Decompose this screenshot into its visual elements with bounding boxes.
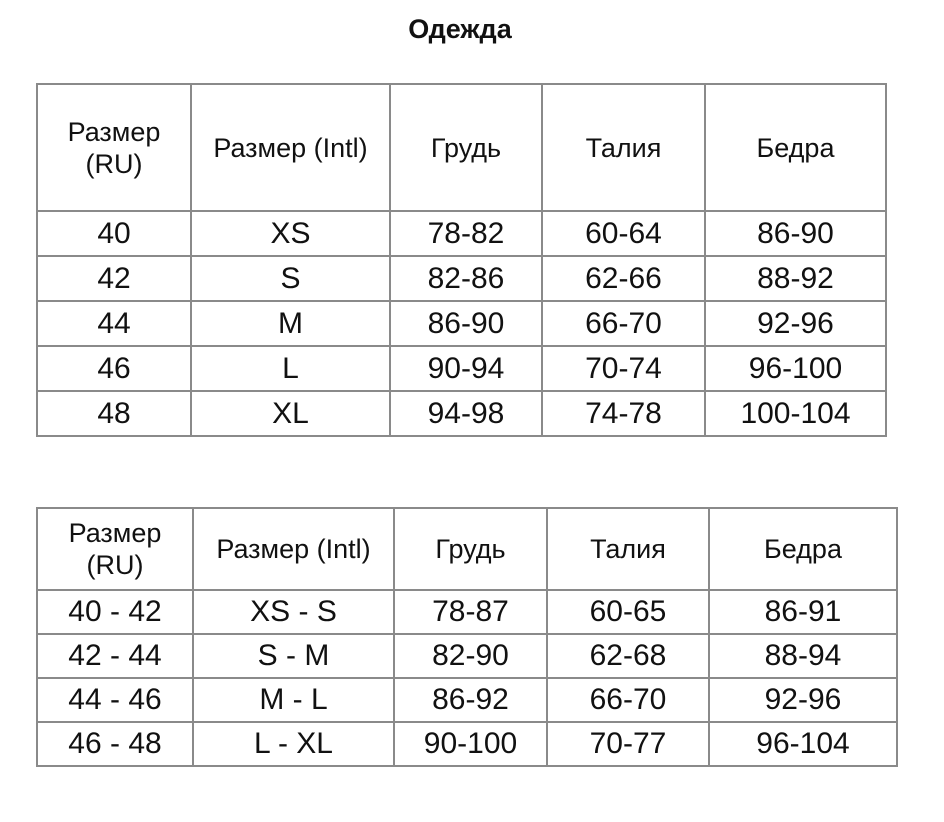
- table-cell: 66-70: [547, 678, 709, 722]
- table-cell: 86-90: [705, 211, 886, 256]
- table-cell: L - XL: [193, 722, 394, 766]
- table-cell: 70-77: [547, 722, 709, 766]
- header-size-intl: Размер (Intl): [191, 84, 390, 211]
- table-cell: 92-96: [705, 301, 886, 346]
- table-cell: 44 - 46: [37, 678, 193, 722]
- header-size-intl: Размер (Intl): [193, 508, 394, 590]
- table-cell: 92-96: [709, 678, 897, 722]
- table-cell: 90-94: [390, 346, 542, 391]
- table-cell: XS: [191, 211, 390, 256]
- header-chest: Грудь: [394, 508, 547, 590]
- size-table-range: [36, 507, 898, 767]
- table-cell: 78-82: [390, 211, 542, 256]
- table-row: [37, 391, 886, 436]
- table-cell: L: [191, 346, 390, 391]
- header-chest: Грудь: [390, 84, 542, 211]
- table-row: [37, 301, 886, 346]
- table-header-row: [37, 508, 897, 590]
- table-cell: 78-87: [394, 590, 547, 634]
- page-title: Одежда: [408, 14, 512, 44]
- table-row: [37, 211, 886, 256]
- table-cell: 82-90: [394, 634, 547, 678]
- header-size-ru-line: Размер (RU): [68, 518, 162, 580]
- header-hips: Бедра: [705, 84, 886, 211]
- table-cell: M - L: [193, 678, 394, 722]
- table-cell: 62-68: [547, 634, 709, 678]
- table-cell: XS - S: [193, 590, 394, 634]
- table-cell: 66-70: [542, 301, 705, 346]
- table-cell: 70-74: [542, 346, 705, 391]
- size-table-single: [36, 83, 887, 437]
- table-cell: 42 - 44: [37, 634, 193, 678]
- table-row: [37, 346, 886, 391]
- header-size-ru-line: Размер (RU): [67, 116, 161, 179]
- table-cell: 86-92: [394, 678, 547, 722]
- table-row: [37, 256, 886, 301]
- header-waist: Талия: [542, 84, 705, 211]
- table-cell: M: [191, 301, 390, 346]
- table-cell: 42: [37, 256, 191, 301]
- table-cell: S: [191, 256, 390, 301]
- table-cell: 96-104: [709, 722, 897, 766]
- table-cell: 62-66: [542, 256, 705, 301]
- table-cell: 96-100: [705, 346, 886, 391]
- table-cell: 44: [37, 301, 191, 346]
- table-cell: S - M: [193, 634, 394, 678]
- table-row: [37, 722, 897, 766]
- table-cell: 88-94: [709, 634, 897, 678]
- table-cell: 40: [37, 211, 191, 256]
- table-cell: 100-104: [705, 391, 886, 436]
- header-size-ru: [37, 84, 191, 211]
- table-row: [37, 634, 897, 678]
- header-hips: Бедра: [709, 508, 897, 590]
- table-cell: 48: [37, 391, 191, 436]
- header-size-ru: [37, 508, 193, 590]
- table-cell: 60-64: [542, 211, 705, 256]
- table-cell: 86-91: [709, 590, 897, 634]
- table-cell: 94-98: [390, 391, 542, 436]
- table-cell: 82-86: [390, 256, 542, 301]
- header-waist: Талия: [547, 508, 709, 590]
- table-cell: 74-78: [542, 391, 705, 436]
- table-cell: 86-90: [390, 301, 542, 346]
- table-cell: 40 - 42: [37, 590, 193, 634]
- table-cell: 46 - 48: [37, 722, 193, 766]
- table-cell: 46: [37, 346, 191, 391]
- table-cell: XL: [191, 391, 390, 436]
- table-row: [37, 678, 897, 722]
- table-header-row: [37, 84, 886, 211]
- table-cell: 88-92: [705, 256, 886, 301]
- table-cell: 60-65: [547, 590, 709, 634]
- table-row: [37, 590, 897, 634]
- table-cell: 90-100: [394, 722, 547, 766]
